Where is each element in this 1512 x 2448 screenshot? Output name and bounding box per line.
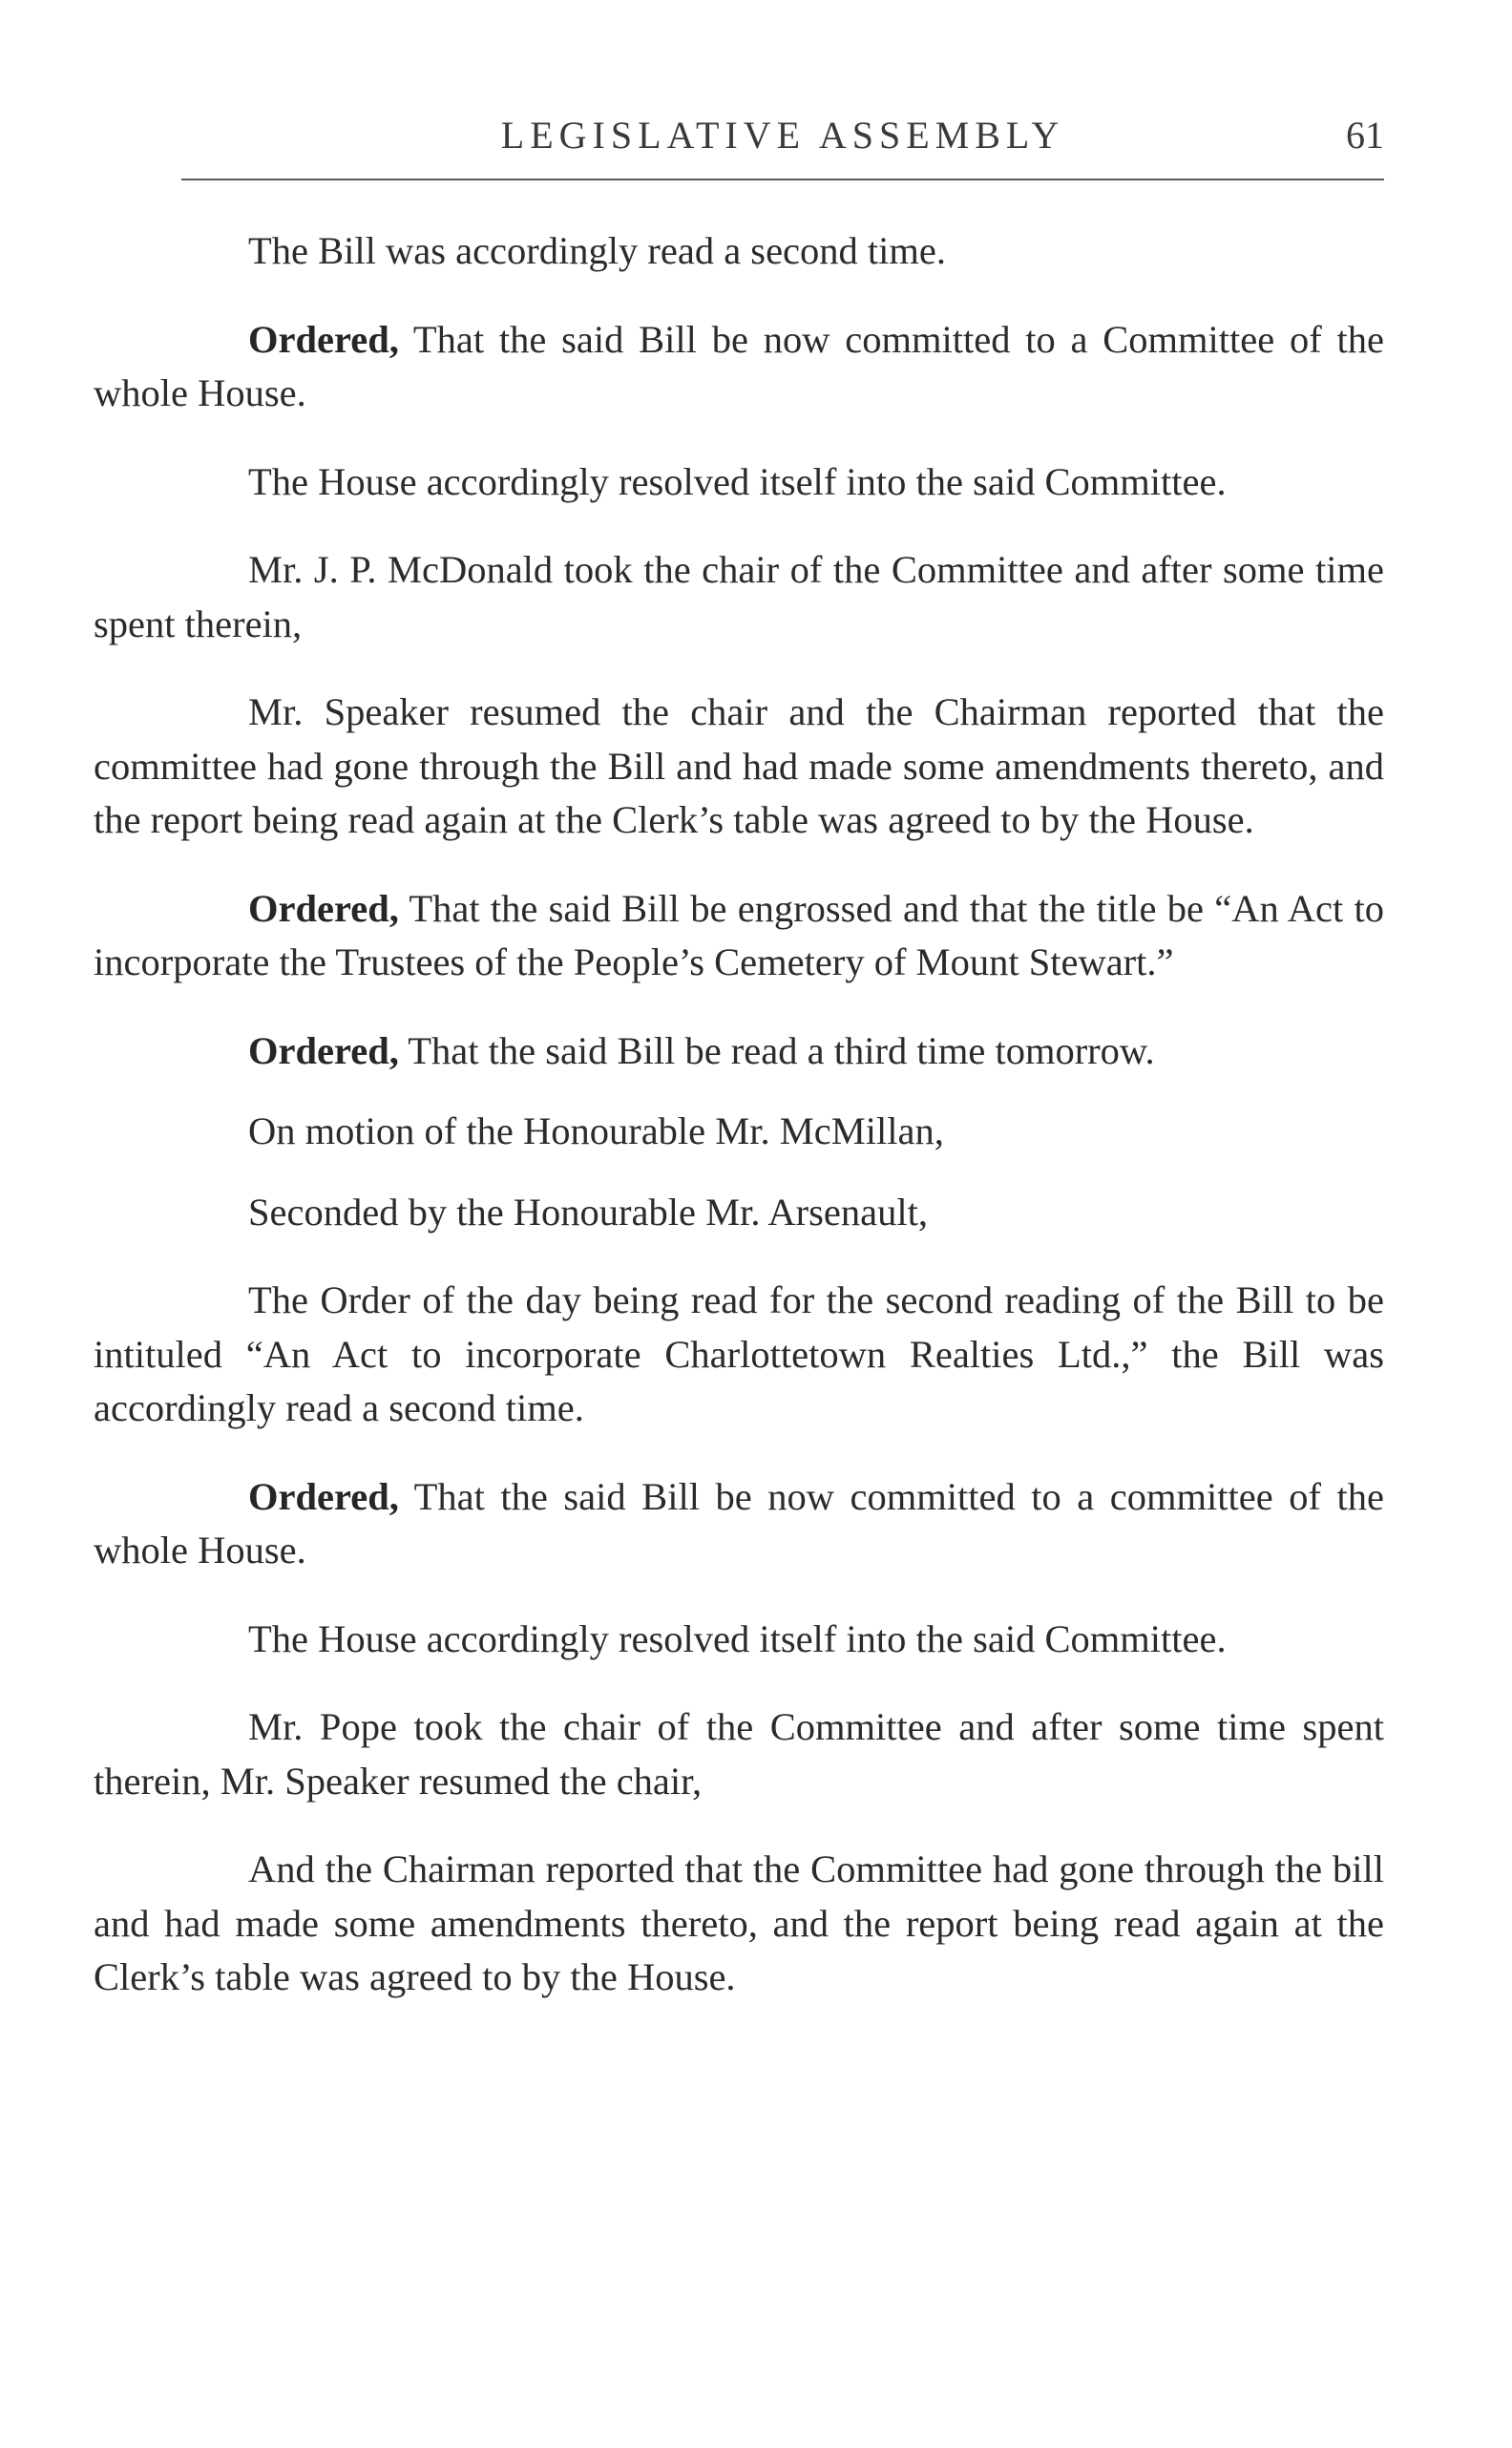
paragraph-text: On motion of the Honourable Mr. McMillan, (248, 1109, 944, 1152)
ordered-label: Ordered, (248, 886, 399, 930)
header-rule (181, 179, 1384, 180)
paragraph-text: That the said Bill be now committed to a Committee of the whole House. (94, 317, 1384, 414)
paragraph-second-reading (94, 224, 1384, 279)
paragraph-ordered-third-reading (94, 1024, 1384, 1079)
running-header (181, 113, 1384, 170)
paragraph-text: That the said Bill be read a third time tomorrow. (398, 1028, 1155, 1072)
running-title: LEGISLATIVE ASSEMBLY (500, 114, 1065, 157)
paragraph-text: And the Chairman reported that the Committee had gone through the bill and had made some amendments thereto, and the report being read again at the Clerk’s table was agreed to by the House. (94, 1847, 1384, 1998)
journal-body (94, 224, 1384, 2039)
paragraph-seconded (94, 1186, 1384, 1240)
paragraph-text: Seconded by the Honourable Mr. Arsenault, (248, 1190, 928, 1234)
paragraph-order-of-day (94, 1274, 1384, 1436)
paragraph-chairman-report (94, 686, 1384, 848)
paragraph-ordered-committed-2 (94, 1470, 1384, 1578)
paragraph-text: The Bill was accordingly read a second time. (248, 229, 946, 272)
ordered-label: Ordered, (248, 317, 399, 361)
ordered-label: Ordered, (248, 1474, 399, 1518)
paragraph-motion (94, 1105, 1384, 1159)
paragraph-text: That the said Bill be engrossed and that the title be “An Act to incorporate the Trustees of the People’s Cemetery of Mount Stewart.” (94, 886, 1384, 983)
paragraph-house-resolved-2 (94, 1613, 1384, 1667)
paragraph-text: The Order of the day being read for the second reading of the Bill to be intituled “An Act to incorporate Charlottetown Realties Ltd.,” the Bill was accordingly read a second time. (94, 1278, 1384, 1429)
paragraph-house-resolved (94, 455, 1384, 510)
page-number: 61 (1346, 114, 1384, 157)
paragraph-text: Mr. Speaker resumed the chair and the Chairman reported that the committee had gone through the Bill and had made some amendments thereto, and the report being read again at the Clerk’s table was agreed to by the House. (94, 690, 1384, 841)
paragraph-ordered-engrossed (94, 882, 1384, 990)
paragraph-chair-taken-2 (94, 1700, 1384, 1808)
paragraph-text: Mr. J. P. McDonald took the chair of the Committee and after some time spent therein, (94, 548, 1384, 645)
paragraph-chair-taken (94, 543, 1384, 651)
paragraph-chairman-report-2 (94, 1843, 1384, 2005)
paragraph-ordered-committed (94, 313, 1384, 421)
ordered-label: Ordered, (248, 1028, 399, 1072)
paragraph-text: That the said Bill be now committed to a committee of the whole House. (94, 1474, 1384, 1572)
paragraph-text: The House accordingly resolved itself into the said Committee. (248, 459, 1227, 503)
paragraph-text: The House accordingly resolved itself into the said Committee. (248, 1616, 1227, 1660)
paragraph-text: Mr. Pope took the chair of the Committee and after some time spent therein, Mr. Speaker resumed the chair, (94, 1705, 1384, 1803)
